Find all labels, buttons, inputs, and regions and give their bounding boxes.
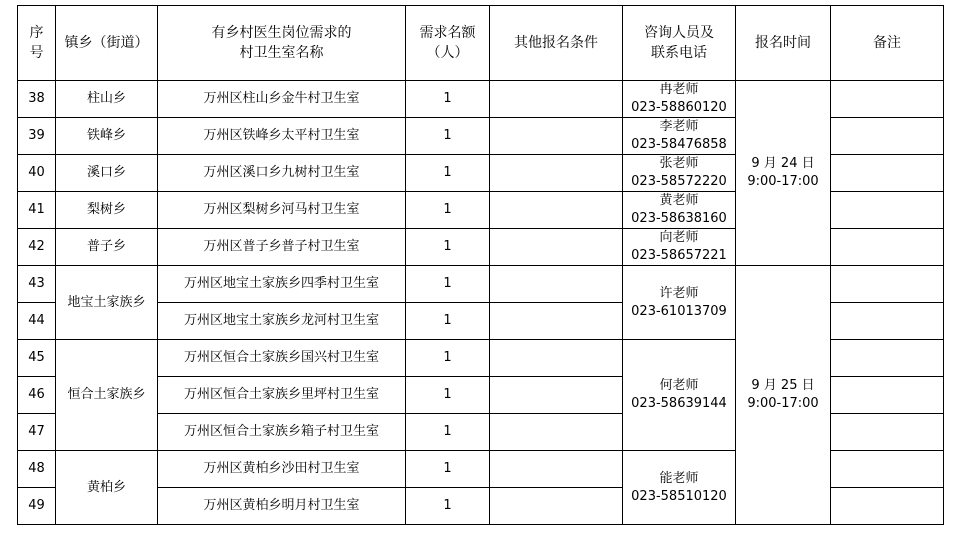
- header-quota: 需求名额 （人）: [406, 6, 490, 81]
- row-note: [831, 377, 944, 414]
- row-clinic: 万州区铁峰乡太平村卫生室: [158, 118, 406, 155]
- row-other-conditions: [490, 340, 623, 377]
- row-quota: 1: [406, 266, 490, 303]
- row-quota: 1: [406, 192, 490, 229]
- row-note: [831, 451, 944, 488]
- row-quota: 1: [406, 229, 490, 266]
- row-quota: 1: [406, 81, 490, 118]
- row-other-conditions: [490, 377, 623, 414]
- table-row: [18, 266, 944, 303]
- row-clinic: 万州区恒合土家族乡里坪村卫生室: [158, 377, 406, 414]
- row-seq: 44: [18, 303, 56, 340]
- header-seq: 序 号: [18, 6, 56, 81]
- row-note: [831, 192, 944, 229]
- row-other-conditions: [490, 118, 623, 155]
- row-clinic: 万州区柱山乡金牛村卫生室: [158, 81, 406, 118]
- row-contact: 能老师 023-58510120: [623, 451, 736, 525]
- row-town: 地宝土家族乡: [56, 266, 158, 340]
- row-clinic: 万州区梨树乡河马村卫生室: [158, 192, 406, 229]
- header-town: 镇乡（街道）: [56, 6, 158, 81]
- row-note: [831, 303, 944, 340]
- row-quota: 1: [406, 488, 490, 525]
- row-seq: 38: [18, 81, 56, 118]
- row-quota: 1: [406, 303, 490, 340]
- row-note: [831, 340, 944, 377]
- row-contact: 许老师 023-61013709: [623, 266, 736, 340]
- row-town: 梨树乡: [56, 192, 158, 229]
- row-quota: 1: [406, 118, 490, 155]
- header-note: 备注: [831, 6, 944, 81]
- row-clinic: 万州区恒合土家族乡国兴村卫生室: [158, 340, 406, 377]
- row-quota: 1: [406, 155, 490, 192]
- row-quota: 1: [406, 340, 490, 377]
- header-other-conditions: 其他报名条件: [490, 6, 623, 81]
- row-other-conditions: [490, 266, 623, 303]
- row-town: 铁峰乡: [56, 118, 158, 155]
- signup-time-cell: 9 月 24 日 9:00-17:00: [736, 81, 831, 266]
- row-seq: 45: [18, 340, 56, 377]
- row-quota: 1: [406, 451, 490, 488]
- row-contact: 冉老师 023-58860120: [623, 81, 736, 118]
- header-row: [18, 6, 944, 81]
- header-contact: 咨询人员及 联系电话: [623, 6, 736, 81]
- row-clinic: 万州区地宝土家族乡龙河村卫生室: [158, 303, 406, 340]
- row-town: 溪口乡: [56, 155, 158, 192]
- row-seq: 43: [18, 266, 56, 303]
- row-contact: 向老师 023-58657221: [623, 229, 736, 266]
- row-clinic: 万州区恒合土家族乡箱子村卫生室: [158, 414, 406, 451]
- row-contact: 李老师 023-58476858: [623, 118, 736, 155]
- row-clinic: 万州区黄柏乡明月村卫生室: [158, 488, 406, 525]
- row-town: 恒合土家族乡: [56, 340, 158, 451]
- row-seq: 46: [18, 377, 56, 414]
- header-time: 报名时间: [736, 6, 831, 81]
- row-note: [831, 155, 944, 192]
- row-seq: 48: [18, 451, 56, 488]
- row-seq: 42: [18, 229, 56, 266]
- row-clinic: 万州区黄柏乡沙田村卫生室: [158, 451, 406, 488]
- row-town: 柱山乡: [56, 81, 158, 118]
- row-clinic: 万州区地宝土家族乡四季村卫生室: [158, 266, 406, 303]
- row-other-conditions: [490, 488, 623, 525]
- row-note: [831, 266, 944, 303]
- clinic-recruitment-table: [17, 5, 944, 525]
- row-seq: 41: [18, 192, 56, 229]
- row-seq: 39: [18, 118, 56, 155]
- row-note: [831, 229, 944, 266]
- row-other-conditions: [490, 229, 623, 266]
- row-other-conditions: [490, 155, 623, 192]
- row-contact: 何老师 023-58639144: [623, 340, 736, 451]
- row-clinic: 万州区溪口乡九树村卫生室: [158, 155, 406, 192]
- row-note: [831, 414, 944, 451]
- row-other-conditions: [490, 414, 623, 451]
- table-row: [18, 81, 944, 118]
- row-seq: 47: [18, 414, 56, 451]
- row-seq: 40: [18, 155, 56, 192]
- row-town: 普子乡: [56, 229, 158, 266]
- row-contact: 黄老师 023-58638160: [623, 192, 736, 229]
- row-town: 黄柏乡: [56, 451, 158, 525]
- row-note: [831, 118, 944, 155]
- row-other-conditions: [490, 451, 623, 488]
- row-quota: 1: [406, 377, 490, 414]
- row-note: [831, 488, 944, 525]
- row-quota: 1: [406, 414, 490, 451]
- row-note: [831, 81, 944, 118]
- signup-time-cell: 9 月 25 日 9:00-17:00: [736, 266, 831, 525]
- row-clinic: 万州区普子乡普子村卫生室: [158, 229, 406, 266]
- row-other-conditions: [490, 303, 623, 340]
- row-contact: 张老师 023-58572220: [623, 155, 736, 192]
- row-seq: 49: [18, 488, 56, 525]
- row-other-conditions: [490, 81, 623, 118]
- row-other-conditions: [490, 192, 623, 229]
- header-clinic: 有乡村医生岗位需求的 村卫生室名称: [158, 6, 406, 81]
